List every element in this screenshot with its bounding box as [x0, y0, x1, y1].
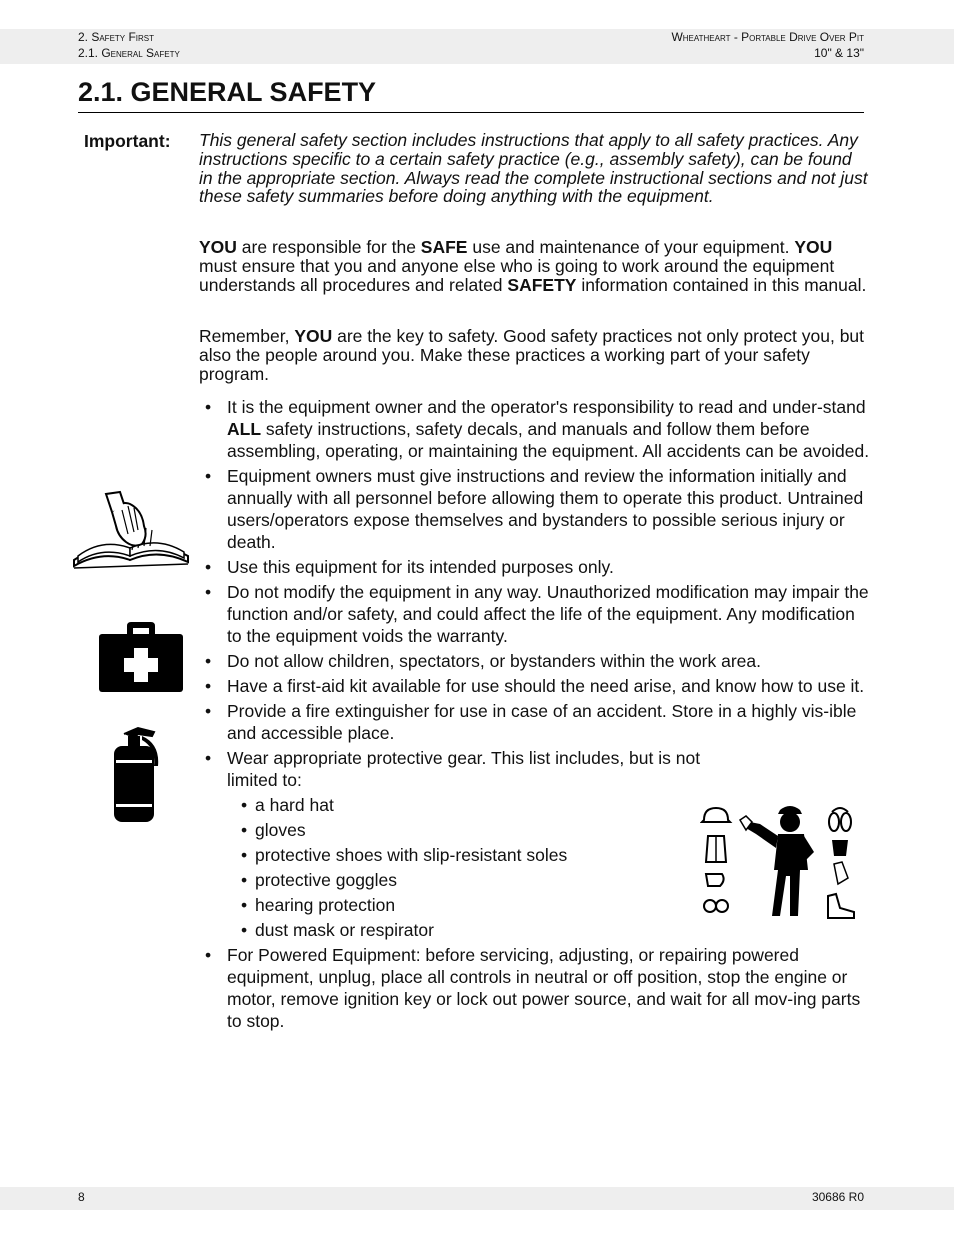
remember-paragraph: Remember, YOU are the key to safety. Good safety practices not only protect you, but also the people around you. Make these practices a working part of your safety program.	[199, 326, 865, 384]
protective-gear-icon	[700, 800, 860, 922]
list-item: • For Powered Equipment: before servicing, adjusting, or repairing powered equipment, unplug, place all controls in neutral or off position, stop the engine or motor, remove ignition key or lock out power source, and wait for all mov-ing parts to stop.	[205, 944, 870, 1032]
sub-list-item: • protective goggles	[205, 869, 870, 891]
emphasis-you: YOU	[794, 237, 833, 257]
reading-manual-icon	[72, 490, 190, 572]
important-text: This general safety section includes instructions that apply to all safety practices. Any instructions specific to a certain safety practice (e.g., assembly safety), can be found in the appropriate section. Always read the complete instructional sections and not just these safety summaries before doing anything with the equipment.	[199, 130, 868, 207]
sub-list-item: • a hard hat	[205, 794, 870, 816]
emphasis-you: YOU	[294, 326, 333, 346]
sub-list-item: • dust mask or respirator	[205, 919, 870, 941]
page-title: 2.1. GENERAL SAFETY	[78, 76, 864, 113]
list-item: • Use this equipment for its intended purposes only.	[205, 556, 870, 578]
running-header	[0, 29, 954, 64]
list-item: • It is the equipment owner and the operator's responsibility to read and under-stand ALL safety instructions, safety decals, and manuals and follow them before assembling, operating, or maintaining the equipment. All accidents can be avoided.	[205, 396, 870, 462]
sub-list-item: • protective shoes with slip-resistant soles	[205, 844, 870, 866]
safety-bullet-list	[205, 396, 870, 1035]
running-footer	[0, 1187, 954, 1210]
important-label: Important:	[84, 131, 171, 151]
header-chapter: 2. Safety First	[78, 30, 155, 44]
header-right	[671, 29, 864, 61]
emphasis-safe: SAFE	[420, 237, 468, 257]
document-number: 30686 R0	[811, 1190, 864, 1204]
sub-list-item: • hearing protection	[205, 894, 870, 916]
list-item: • Provide a fire extinguisher for use in case of an accident. Store in a highly vis-ible and accessible place.	[205, 700, 870, 744]
emphasis-safety: SAFETY	[507, 275, 577, 295]
list-item: • Have a first-aid kit available for use should the need arise, and know how to use it.	[205, 675, 870, 697]
header-sizes: 10" & 13"	[814, 46, 864, 60]
first-aid-kit-icon	[97, 620, 187, 694]
responsibility-paragraph: YOU are responsible for the SAFE use and maintenance of your equipment. YOU must ensure that you and anyone else who is going to work around the equipment understands all procedures and related SAFETY information contained in this manual.	[199, 237, 867, 295]
list-item: • Do not modify the equipment in any way. Unauthorized modification may impair the function and/or safety, and could affect the life of the equipment. Any modification to the equipment voids the warranty.	[205, 581, 870, 647]
list-item: • Equipment owners must give instructions and review the information initially and annually with all personnel before allowing them to operate this product. Untrained users/operators expose themselves and bystanders to possible serious injury or death.	[205, 465, 870, 553]
header-product: Wheatheart - Portable Drive Over Pit	[671, 30, 864, 44]
list-item: • Do not allow children, spectators, or bystanders within the work area.	[205, 650, 870, 672]
sub-list-item: • gloves	[205, 819, 870, 841]
emphasis-you: YOU	[199, 237, 237, 257]
header-left	[78, 29, 180, 61]
page-number: 8	[78, 1190, 85, 1204]
list-item: • Wear appropriate protective gear. This list includes, but is not limited to:	[205, 747, 705, 791]
fire-extinguisher-icon	[108, 726, 164, 824]
header-section: 2.1. General Safety	[78, 46, 180, 60]
